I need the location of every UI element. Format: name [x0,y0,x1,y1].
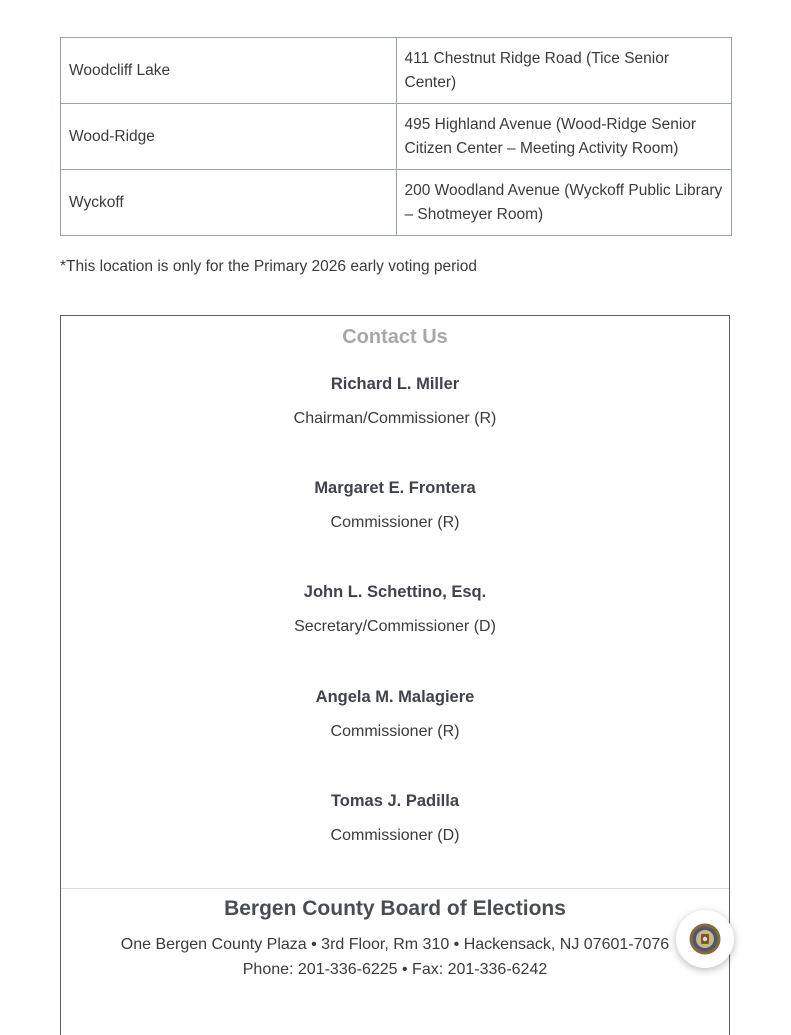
address-cell: 495 Highland Avenue (Wood-Ridge Senior Citizen Center – Meeting Activity Room) [396,104,732,170]
contact-section [60,315,730,1035]
commissioner-card [61,789,729,848]
person-name: Tomas J. Padilla [330,792,460,810]
person-name: Angela M. Malagiere [315,688,475,706]
section-divider [61,888,729,889]
commissioner-card [61,372,729,431]
table-row [61,38,732,104]
county-seal-icon [689,923,721,955]
early-voting-note: *This location is only for the Primary 2026 early voting period [60,258,477,275]
address-cell: 200 Woodland Avenue (Wyckoff Public Library – Shotmeyer Room) [396,170,732,236]
floating-seal-button[interactable] [676,910,734,968]
commissioner-card [61,685,729,744]
person-role: Commissioner (R) [330,723,460,740]
locations-table [60,37,732,236]
board-name: Bergen County Board of Elections [224,897,566,920]
commissioner-card [61,476,729,535]
board-address: One Bergen County Plaza • 3rd Floor, Rm 310 • Hackensack, NJ 07601-7076 [120,936,670,953]
municipality-cell: Wood-Ridge [61,104,397,170]
address-cell: 411 Chestnut Ridge Road (Tice Senior Center) [396,38,732,104]
person-role: Commissioner (R) [330,514,460,531]
person-role: Secretary/Commissioner (D) [294,618,496,635]
person-role: Commissioner (D) [330,827,460,844]
board-phone: Phone: 201-336-6225 • Fax: 201-336-6242 [242,961,548,978]
table-row [61,104,732,170]
person-name: John L. Schettino, Esq. [303,583,487,601]
contact-title: Contact Us [342,326,448,348]
commissioner-card [61,580,729,639]
municipality-cell: Woodcliff Lake [61,38,397,104]
municipality-cell: Wyckoff [61,170,397,236]
person-name: Richard L. Miller [330,375,460,393]
person-role: Chairman/Commissioner (R) [293,410,497,427]
person-name: Margaret E. Frontera [314,479,476,497]
table-row [61,170,732,236]
